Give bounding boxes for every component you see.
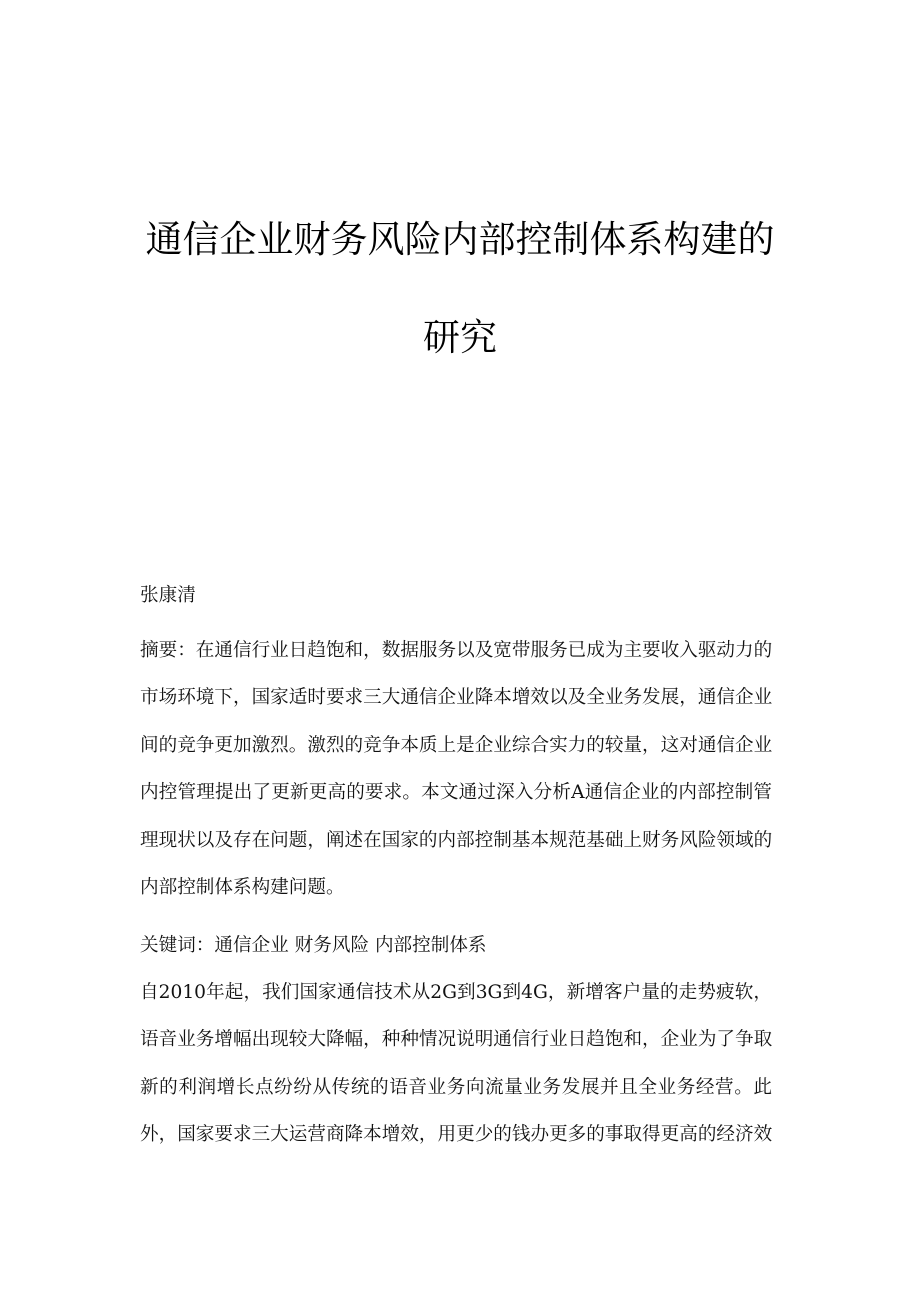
body-line: 自2010年起，我们国家通信技术从2G到3G到4G，新增客户量的走势疲软， <box>140 982 772 1003</box>
body-line: 外，国家要求三大运营商降本增效，用更少的钱办更多的事取得更高的经济效 <box>140 1124 773 1145</box>
abstract-line: 摘要：在通信行业日趋饱和，数据服务以及宽带服务已成为主要收入驱动力的 <box>140 640 773 661</box>
keywords: 关键词：通信企业 财务风险 内部控制体系 <box>140 935 487 956</box>
abstract-line: 内部控制体系构建问题。 <box>140 877 345 898</box>
abstract-line: 内控管理提出了更新更高的要求。本文通过深入分析A通信企业的内部控制管 <box>140 782 772 803</box>
document-title-line-2: 研究 <box>423 316 497 359</box>
document-title-line-1: 通信企业财务风险内部控制体系构建的 <box>145 218 775 261</box>
body-line: 语音业务增幅出现较大降幅，种种情况说明通信行业日趋饱和，企业为了争取 <box>140 1029 773 1050</box>
author: 张康清 <box>140 585 196 606</box>
abstract-line: 市场环境下，国家适时要求三大通信企业降本增效以及全业务发展，通信企业 <box>140 687 773 708</box>
abstract-line: 理现状以及存在问题，阐述在国家的内部控制基本规范基础上财务风险领域的 <box>140 830 773 851</box>
body-line: 新的利润增长点纷纷从传统的语音业务向流量业务发展并且全业务经营。此 <box>140 1077 772 1098</box>
abstract-line: 间的竞争更加激烈。激烈的竞争本质上是企业综合实力的较量，这对通信企业 <box>140 735 773 756</box>
